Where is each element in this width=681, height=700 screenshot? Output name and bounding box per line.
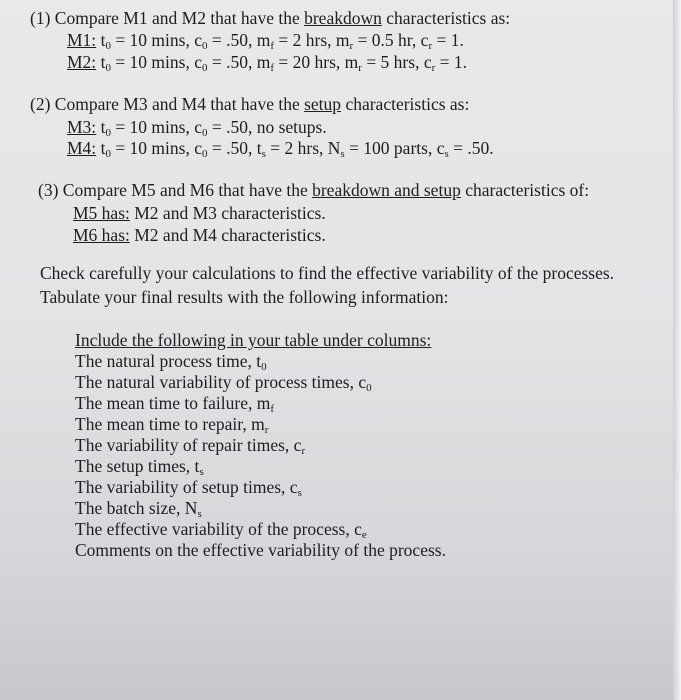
text: characteristics as:: [381, 8, 511, 28]
m6-spec: [73, 225, 326, 245]
text: = 1.: [435, 52, 468, 72]
text: = 1.: [432, 30, 464, 50]
m5-spec: [73, 203, 326, 223]
text: M2 and M3 characteristics.: [129, 203, 326, 223]
text: The mean time to failure, m: [75, 393, 271, 413]
text: Check carefully your calculations to find the effective variability of the processes.: [40, 263, 615, 283]
subscript: 0: [201, 148, 208, 160]
text: = 10 mins, c: [110, 138, 202, 158]
underlined-text: Include the following in your table under columns:: [75, 330, 432, 350]
text: M2 and M4 characteristics.: [129, 225, 326, 245]
underlined-text: M4:: [67, 138, 97, 158]
underlined-text: M5 has:: [73, 203, 130, 223]
subscript: s: [297, 487, 302, 499]
text: = 10 mins, c: [110, 117, 202, 137]
text: The variability of setup times, c: [75, 477, 298, 497]
subscript: 0: [261, 361, 267, 373]
text: Tabulate your final results with the following information:: [40, 287, 449, 307]
underlined-text: breakdown: [304, 8, 382, 28]
subscript: r: [301, 445, 306, 457]
text: = 2 hrs, m: [274, 30, 350, 50]
text: The natural process time, t: [75, 351, 262, 371]
instruction-line-1: [40, 263, 614, 283]
underlined-text: M2:: [67, 52, 97, 72]
text: = 100 parts, c: [344, 138, 445, 158]
subscript: r: [349, 40, 354, 52]
section-3-heading: [38, 180, 589, 200]
text: (1) Compare M1 and M2 that have the: [30, 8, 305, 28]
underlined-text: M6 has:: [73, 225, 130, 245]
text: The batch size, N: [75, 498, 198, 518]
text: = .50, t: [207, 138, 262, 158]
text: (2) Compare M3 and M4 that have the: [30, 94, 305, 114]
text: t: [96, 52, 106, 72]
underlined-text: M3:: [67, 117, 97, 137]
text: = 5 hrs, c: [361, 52, 432, 72]
text: characteristics as:: [341, 94, 470, 114]
subscript: r: [431, 62, 436, 74]
subscript: 0: [105, 62, 111, 74]
subscript: s: [340, 148, 345, 160]
text: = 10 mins, c: [110, 30, 202, 50]
subscript: s: [199, 466, 204, 478]
page-edge: [673, 0, 681, 700]
text: = .50, m: [207, 30, 271, 50]
subscript: f: [270, 40, 275, 52]
text: = .50, m: [207, 52, 271, 72]
subscript: 0: [201, 127, 208, 139]
subscript: 0: [105, 127, 111, 139]
subscript: 0: [201, 62, 208, 74]
text: t: [96, 30, 106, 50]
subscript: r: [264, 424, 269, 436]
text: characteristics of:: [460, 180, 590, 200]
text: The variability of repair times, c: [75, 435, 302, 455]
text: = 20 hrs, m: [274, 52, 359, 72]
subscript: s: [444, 148, 449, 160]
subscript: 0: [105, 40, 111, 52]
m4-spec: [67, 138, 494, 164]
text: The effective variability of the process, c: [75, 519, 362, 539]
text: = 10 mins, c: [110, 52, 202, 72]
subscript: e: [361, 529, 367, 541]
text: t: [96, 138, 106, 158]
subscript: s: [197, 508, 202, 520]
instruction-line-2: [40, 287, 448, 307]
subscript: s: [261, 148, 266, 160]
columns-heading: [75, 330, 431, 350]
m2-spec: [67, 52, 467, 78]
text: (3) Compare M5 and M6 that have the: [38, 180, 313, 200]
text: The setup times, t: [75, 456, 200, 476]
subscript: 0: [366, 382, 372, 394]
subscript: 0: [105, 148, 111, 160]
underlined-text: M1:: [67, 30, 97, 50]
text: = .50.: [448, 138, 494, 158]
text: The mean time to repair, m: [75, 414, 265, 434]
text: The natural variability of process times, c: [75, 372, 367, 392]
subscript: r: [428, 40, 433, 52]
section-2-heading: [30, 94, 469, 114]
underlined-text: breakdown and setup: [312, 180, 461, 200]
text: t: [96, 117, 106, 137]
subscript: f: [270, 403, 275, 415]
text: = .50, no setups.: [207, 117, 327, 137]
subscript: 0: [201, 40, 208, 52]
text: = 2 hrs, N: [265, 138, 341, 158]
subscript: r: [358, 62, 362, 74]
text: Comments on the effective variability of the process.: [75, 540, 446, 560]
column-list-item: [75, 540, 446, 560]
section-1-heading: [30, 8, 510, 28]
underlined-text: setup: [304, 94, 342, 114]
text: = 0.5 hr, c: [353, 30, 429, 50]
subscript: f: [270, 62, 275, 74]
